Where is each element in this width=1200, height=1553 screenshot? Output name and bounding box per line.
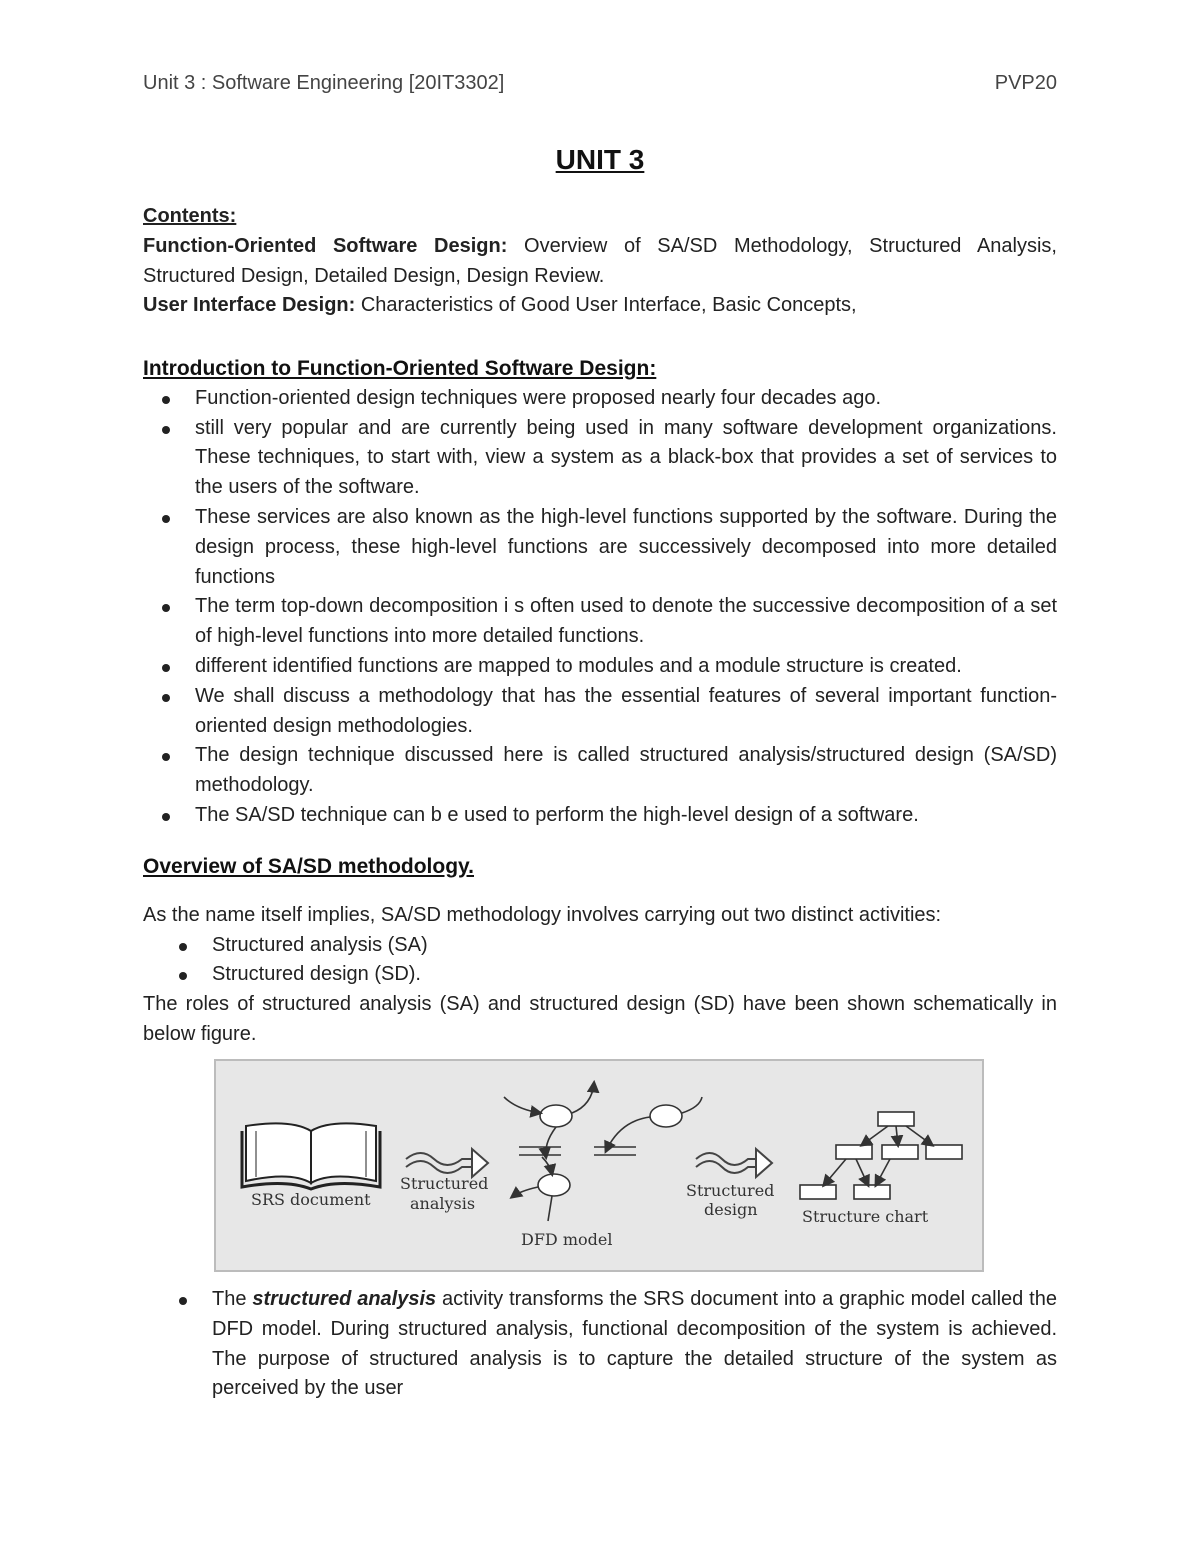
overview-heading: Overview of SA/SD methodology. (143, 855, 474, 878)
list-item-text: The SA/SD technique can b e used to perform the high-level design of a software. (195, 803, 919, 826)
emphasis-term: structured analysis (252, 1288, 437, 1310)
list-item (143, 384, 1057, 414)
sa-label-2: analysis (410, 1194, 476, 1213)
sd-label-2: design (704, 1200, 758, 1219)
dfd-label: DFD model (521, 1230, 613, 1249)
final-list (143, 1285, 1057, 1404)
overview-lead: As the name itself implies, SA/SD methodology involves carrying out two distinct activities: (143, 903, 942, 926)
list-item-text: Function-oriented design techniques were proposed nearly four decades ago. (195, 386, 881, 409)
bullet-icon (162, 664, 170, 672)
sd-label-1: Structured (686, 1181, 775, 1200)
bullet-icon (179, 943, 187, 951)
structure-chart-diagram (800, 1112, 962, 1199)
bullet-icon (162, 694, 170, 702)
header-course: Unit 3 : Software Engineering [20IT3302] (143, 72, 505, 94)
contents-block (143, 202, 1057, 321)
overview-section (143, 852, 1057, 1050)
activity-list (143, 931, 1057, 991)
wavy-arrow-icon (696, 1149, 772, 1177)
overview-roles: The roles of structured analysis (SA) and structured design (SD) have been shown schematically in below figure. (143, 993, 1057, 1045)
list-item-text-post: activity transforms the SRS document into a graphic model called the DFD model. During structured analysis, functional decomposition of the system is achieved. The purpose of structured analysis is to capture the detailed structure of the system as perceived by the user (212, 1288, 1057, 1400)
sasd-figure (214, 1059, 984, 1272)
bullet-icon (179, 972, 187, 980)
list-item (143, 682, 1057, 742)
uid-label: User Interface Design: (143, 294, 356, 317)
list-item (143, 503, 1057, 592)
list-item-text: different identified functions are mapped to modules and a module structure is created. (195, 654, 962, 677)
page-title: UNIT 3 (555, 144, 645, 175)
fosd-label: Function-Oriented Software Design: (143, 234, 508, 257)
bullet-icon (179, 1297, 187, 1305)
list-item (143, 741, 1057, 801)
list-item-text: Structured design (SD). (212, 963, 421, 986)
contents-fosd (143, 232, 1057, 292)
list-item (143, 592, 1057, 652)
list-item (143, 1285, 1057, 1404)
list-item (143, 414, 1057, 503)
final-bullet-block (143, 1285, 1057, 1404)
list-item-text: Structured analysis (SA) (212, 933, 428, 956)
bullet-icon (162, 515, 170, 523)
book-icon (242, 1123, 380, 1189)
dfd-diagram (504, 1083, 702, 1221)
list-item-text: still very popular and are currently being used in many software development organizations. These techniques, to start with, view a system as a black-box that provides a set of services to the users of the software. (195, 416, 1057, 499)
list-item-text: These services are also known as the high-level functions supported by the software. During the design process, these high-level functions are successively decomposed into more detailed functions (195, 505, 1057, 588)
chart-label: Structure chart (802, 1207, 929, 1226)
wavy-arrow-icon (406, 1149, 488, 1177)
contents-uid (143, 291, 1057, 321)
list-item-text-pre: The (212, 1288, 253, 1310)
list-item-text: We shall discuss a methodology that has the essential features of several important function-oriented design methodologies. (195, 684, 1057, 737)
list-item-text: The design technique discussed here is called structured analysis/structured design (SA/SD) methodology. (195, 744, 1057, 797)
bullet-icon (162, 426, 170, 434)
sa-label-1: Structured (400, 1174, 489, 1193)
bullet-icon (162, 813, 170, 821)
intro-list (143, 384, 1057, 831)
list-item (143, 931, 1057, 961)
sasd-diagram (216, 1061, 982, 1270)
header-code: PVP20 (994, 72, 1057, 94)
intro-heading: Introduction to Function-Oriented Software Design: (143, 357, 657, 380)
intro-section (143, 354, 1057, 831)
list-item (143, 652, 1057, 682)
bullet-icon (162, 753, 170, 761)
bullet-icon (162, 396, 170, 404)
list-item (143, 960, 1057, 990)
fosd-text: Overview of SA/SD Methodology, Structured Analysis, Structured Design, Detailed Design, Design Review. (143, 234, 1057, 287)
uid-text: Characteristics of Good User Interface, Basic Concepts, (355, 294, 857, 317)
srs-label: SRS document (251, 1190, 371, 1209)
bullet-icon (162, 604, 170, 612)
list-item (143, 801, 1057, 831)
contents-heading: Contents: (143, 205, 237, 227)
list-item-text: The term top-down decomposition i s often used to denote the successive decomposition of a set of high-level functions into more detailed functions. (195, 595, 1057, 648)
